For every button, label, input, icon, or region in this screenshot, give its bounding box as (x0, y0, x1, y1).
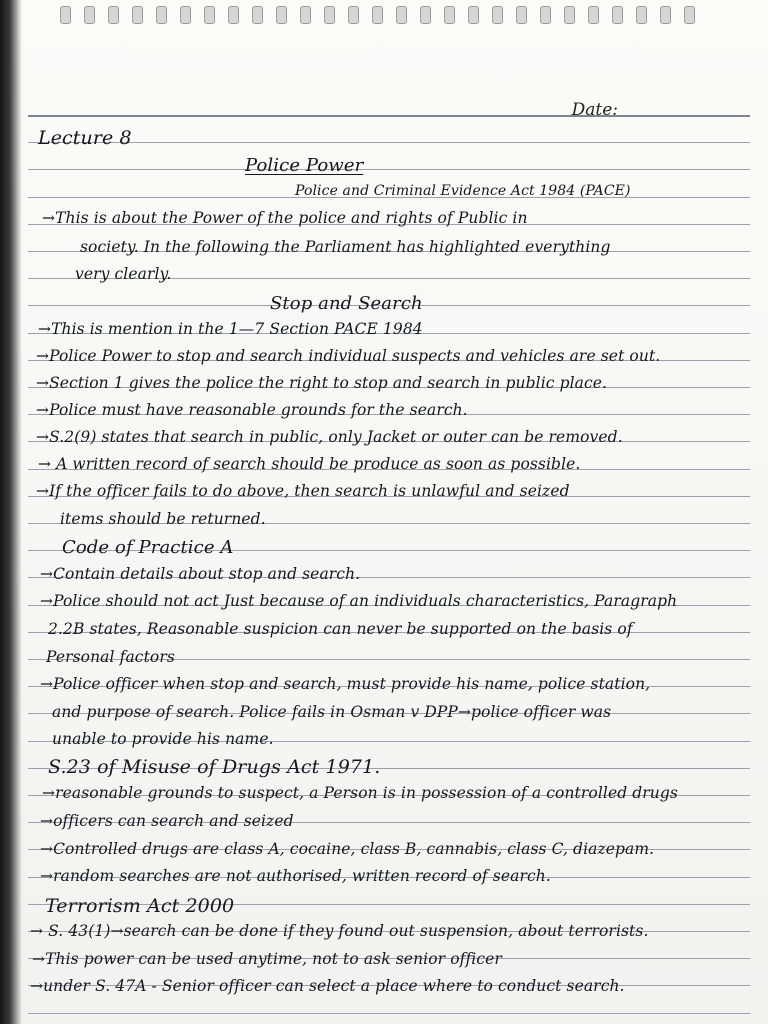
note-line: →This power can be used anytime, not to ask senior officer (32, 950, 502, 968)
spiral-hole (588, 6, 599, 24)
spiral-hole (348, 6, 359, 24)
spiral-hole (420, 6, 431, 24)
spiral-hole (300, 6, 311, 24)
spiral-hole (204, 6, 215, 24)
note-line: Stop and Search (270, 293, 423, 314)
ruled-line (28, 169, 750, 170)
note-line: →reasonable grounds to suspect, a Person is in possession of a controlled drugs (42, 784, 678, 802)
note-line: Terrorism Act 2000 (45, 895, 235, 917)
note-line: →random searches are not authorised, written record of search. (40, 867, 551, 885)
note-line: →officers can search and seized (40, 812, 294, 830)
page-edge-shadow (0, 0, 22, 1024)
note-line: very clearly. (75, 265, 172, 283)
note-line: unable to provide his name. (52, 730, 274, 748)
spiral-hole (684, 6, 695, 24)
note-line: society. In the following the Parliament has highlighted everything (80, 238, 611, 256)
spiral-hole (660, 6, 671, 24)
spiral-hole (564, 6, 575, 24)
note-line: →under S. 47A - Senior officer can select a place where to conduct search. (30, 977, 625, 995)
note-line: Code of Practice A (62, 537, 234, 558)
note-line: →Police Power to stop and search individual suspects and vehicles are set out. (36, 347, 661, 365)
spiral-binding (60, 0, 760, 30)
note-line: Lecture 8 (38, 127, 132, 149)
note-line: →Contain details about stop and search. (40, 565, 361, 583)
spiral-hole (180, 6, 191, 24)
spiral-hole (396, 6, 407, 24)
note-line: →Police officer when stop and search, must provide his name, police station, (40, 675, 651, 693)
spiral-hole (540, 6, 551, 24)
spiral-hole (444, 6, 455, 24)
spiral-hole (612, 6, 623, 24)
ruled-line (28, 142, 750, 143)
spiral-hole (492, 6, 503, 24)
note-line: →If the officer fails to do above, then search is unlawful and seized (36, 482, 570, 500)
note-line: →Section 1 gives the police the right to stop and search in public place. (36, 374, 608, 392)
note-line: S.23 of Misuse of Drugs Act 1971. (48, 756, 381, 778)
ruled-line (28, 1013, 750, 1014)
note-line: and purpose of search. Police fails in Osman v DPP→police officer was (52, 703, 612, 721)
spiral-hole (324, 6, 335, 24)
spiral-hole (276, 6, 287, 24)
ruled-line (28, 115, 750, 117)
spiral-hole (84, 6, 95, 24)
note-line: 2.2B states, Reasonable suspicion can never be supported on the basis of (48, 620, 633, 638)
note-line: Police and Criminal Evidence Act 1984 (PACE) (295, 183, 631, 199)
note-line: Personal factors (46, 648, 175, 666)
spiral-hole (516, 6, 527, 24)
note-line: items should be returned. (60, 510, 266, 528)
note-line: →This is about the Power of the police and rights of Public in (42, 209, 528, 227)
spiral-hole (372, 6, 383, 24)
note-line: →S.2(9) states that search in public, only Jacket or outer can be removed. (36, 428, 623, 446)
note-line: →This is mention in the 1—7 Section PACE 1984 (38, 320, 423, 338)
spiral-hole (252, 6, 263, 24)
note-line: →Police must have reasonable grounds for the search. (36, 401, 468, 419)
spiral-hole (636, 6, 647, 24)
note-line: → S. 43(1)→search can be done if they found out suspension, about terrorists. (30, 922, 649, 940)
note-line: Police Power (245, 155, 364, 176)
spiral-hole (60, 6, 71, 24)
note-line: → A written record of search should be produce as soon as possible. (38, 455, 581, 473)
date-label: Date: (571, 100, 618, 120)
note-line: →Controlled drugs are class A, cocaine, class B, cannabis, class C, diazepam. (40, 840, 655, 858)
spiral-hole (156, 6, 167, 24)
spiral-hole (108, 6, 119, 24)
spiral-hole (468, 6, 479, 24)
spiral-hole (228, 6, 239, 24)
spiral-hole (132, 6, 143, 24)
note-line: →Police should not act Just because of an individuals characteristics, Paragraph (40, 592, 678, 610)
